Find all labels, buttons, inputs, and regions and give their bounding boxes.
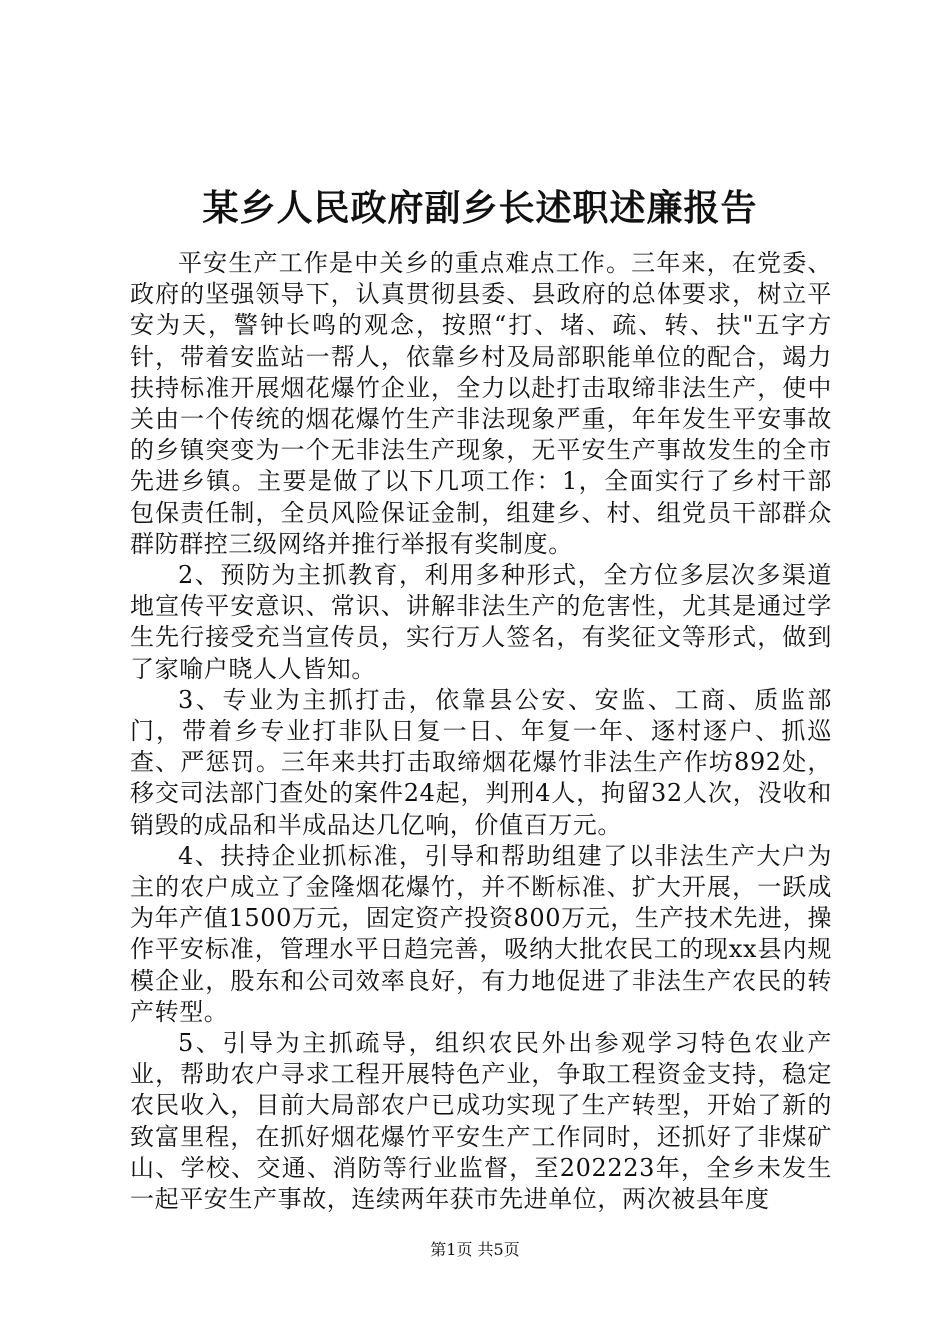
paragraph-intro: 平安生产工作是中关乡的重点难点工作。三年来，在党委、政府的坚强领导下，认真贯彻县委、县政府的总体要求，树立平安为天，警钟长鸣的观念，按照“打、堵、疏、转、扶"五字方针，带着安监站一帮人，依靠乡村及局部职能单位的配合，竭力扶持标准开展烟花爆竹企业，全力以赴打击取缔非法生产，使中关由一个传统的烟花爆竹生产非法现象严重，年年发生平安事故的乡镇突变为一个无非法生产现象，无平安生产事故发生的全市先进乡镇。主要是做了以下几项工作：1，全面实行了乡村干部包保责任制，全员风险保证金制，组建乡、村、组党员干部群众群防群控三级网络并推行举报有奖制度。 [130, 249, 832, 558]
document-body [130, 248, 832, 1215]
paragraph-item-3: 3、专业为主抓打击，依靠县公安、安监、工商、质监部门，带着乡专业打非队日复一日、年复一年、逐村逐户、抓巡查、严惩罚。三年来共打击取缔烟花爆竹非法生产作坊892处，移交司法部门查处的案件24起，判刑4人，拘留32人次，没收和销毁的成品和半成品达几亿响，价值百万元。 [130, 685, 832, 839]
paragraph-item-4: 4、扶持企业抓标准，引导和帮助组建了以非法生产大户为主的农户成立了金隆烟花爆竹，并不断标准、扩大开展，一跃成为年产值1500万元，固定资产投资800万元，生产技术先进，操作平安标准，管理水平日趋完善，吸纳大批农民工的现xx县内规模企业，股东和公司效率良好，有力地促进了非法生产农民的转产转型。 [130, 841, 832, 1026]
page-footer: 第1页 共5页 [430, 1240, 520, 1259]
document-title: 某乡人民政府副乡长述职述廉报告 [202, 187, 758, 229]
paragraph-item-2: 2、预防为主抓教育，利用多种形式，全方位多层次多渠道地宣传平安意识、常识、讲解非法生产的危害性，尤其是通过学生先行接受充当宣传员，实行万人签名，有奖征文等形式，做到了家喻户晓人人皆知。 [130, 561, 832, 683]
paragraph-item-5: 5、引导为主抓疏导，组织农民外出参观学习特色农业产业，帮助农户寻求工程开展特色产业，争取工程资金支持，稳定农民收入，目前大局部农户已成功实现了生产转型，开始了新的致富里程，在抓好烟花爆竹平安生产工作同时，还抓好了非煤矿山、学校、交通、消防等行业监督，至202223年，全乡未发生一起平安生产事故，连续两年获市先进单位，两次被县年度 [130, 1029, 832, 1214]
